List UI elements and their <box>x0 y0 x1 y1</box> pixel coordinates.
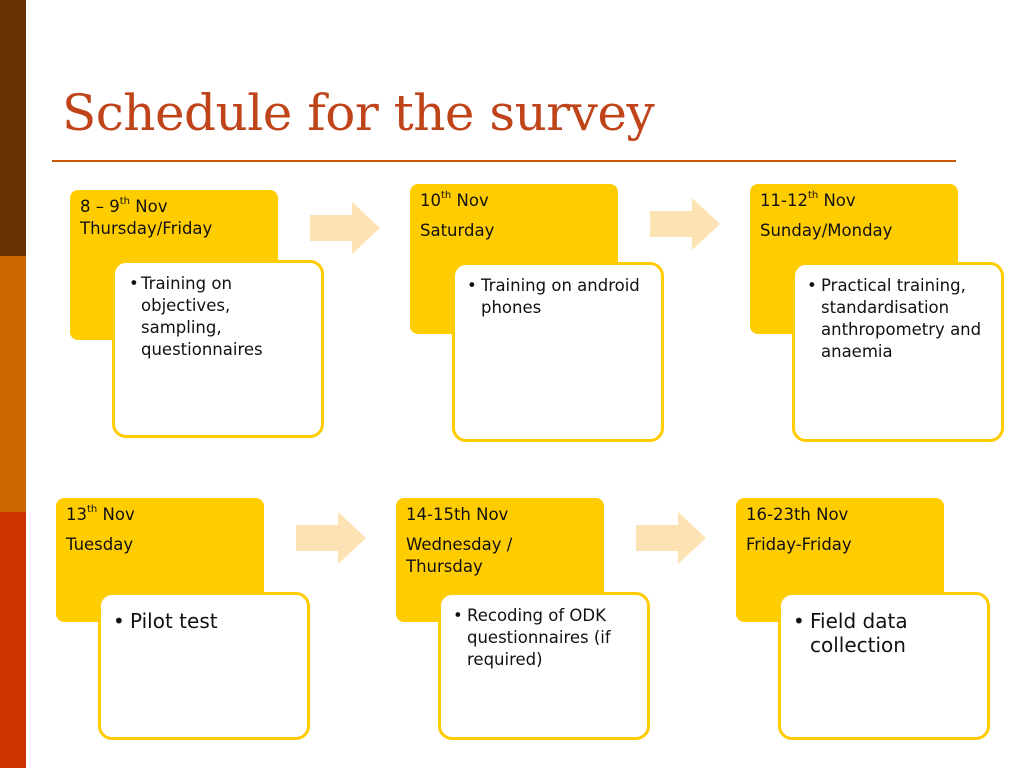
step-date: 11-12th Nov <box>760 190 856 210</box>
step-day: Thursday/Friday <box>80 219 213 238</box>
step-activity-box: • Recoding of ODK questionnaires (if required) <box>438 592 650 740</box>
step-activity-box: • Training on objectives, sampling, questionnaires <box>112 260 324 438</box>
schedule-step-4 <box>56 498 310 758</box>
schedule-step-1 <box>70 190 324 450</box>
step-date: 14-15th Nov <box>406 505 509 524</box>
step-day: Sunday/Monday <box>760 221 893 240</box>
step-activity: Recoding of ODK questionnaires (if required) <box>467 606 611 669</box>
right-arrow-icon <box>636 512 706 564</box>
step-day: Saturday <box>420 221 495 240</box>
schedule-step-2 <box>410 184 664 444</box>
sidebar-segment-dark <box>0 0 26 256</box>
schedule-step-5 <box>396 498 650 758</box>
step-activity: Pilot test <box>130 609 218 633</box>
step-activity-box: • Practical training, standardisation anthropometry and anaemia <box>792 262 1004 442</box>
step-day: Tuesday <box>66 535 134 554</box>
slide-title: Schedule for the survey <box>62 84 655 142</box>
step-day: Wednesday / Thursday <box>406 535 513 576</box>
right-arrow-icon <box>650 198 720 250</box>
schedule-step-3 <box>750 184 1004 444</box>
step-activity: Field data collection <box>810 609 908 657</box>
right-arrow-icon <box>296 512 366 564</box>
title-underline <box>52 160 956 162</box>
step-date: 16-23th Nov <box>746 505 849 524</box>
step-activity: Practical training, standardisation anthropometry and anaemia <box>821 276 982 361</box>
sidebar-segment-light <box>0 512 26 768</box>
step-date: 13th Nov <box>66 504 135 524</box>
step-activity-box: • Pilot test <box>98 592 310 740</box>
step-date: 8 – 9th Nov <box>80 196 168 216</box>
step-activity-box: • Training on android phones <box>452 262 664 442</box>
step-date: 10th Nov <box>420 190 489 210</box>
sidebar-accent <box>0 0 26 768</box>
step-activity: Training on android phones <box>481 276 640 317</box>
step-activity: Training on objectives, sampling, questionnaires <box>141 274 263 359</box>
step-day: Friday-Friday <box>746 535 852 554</box>
schedule-step-6 <box>736 498 990 758</box>
sidebar-segment-mid <box>0 256 26 512</box>
step-activity-box: • Field data collection <box>778 592 990 740</box>
right-arrow-icon <box>310 202 380 254</box>
